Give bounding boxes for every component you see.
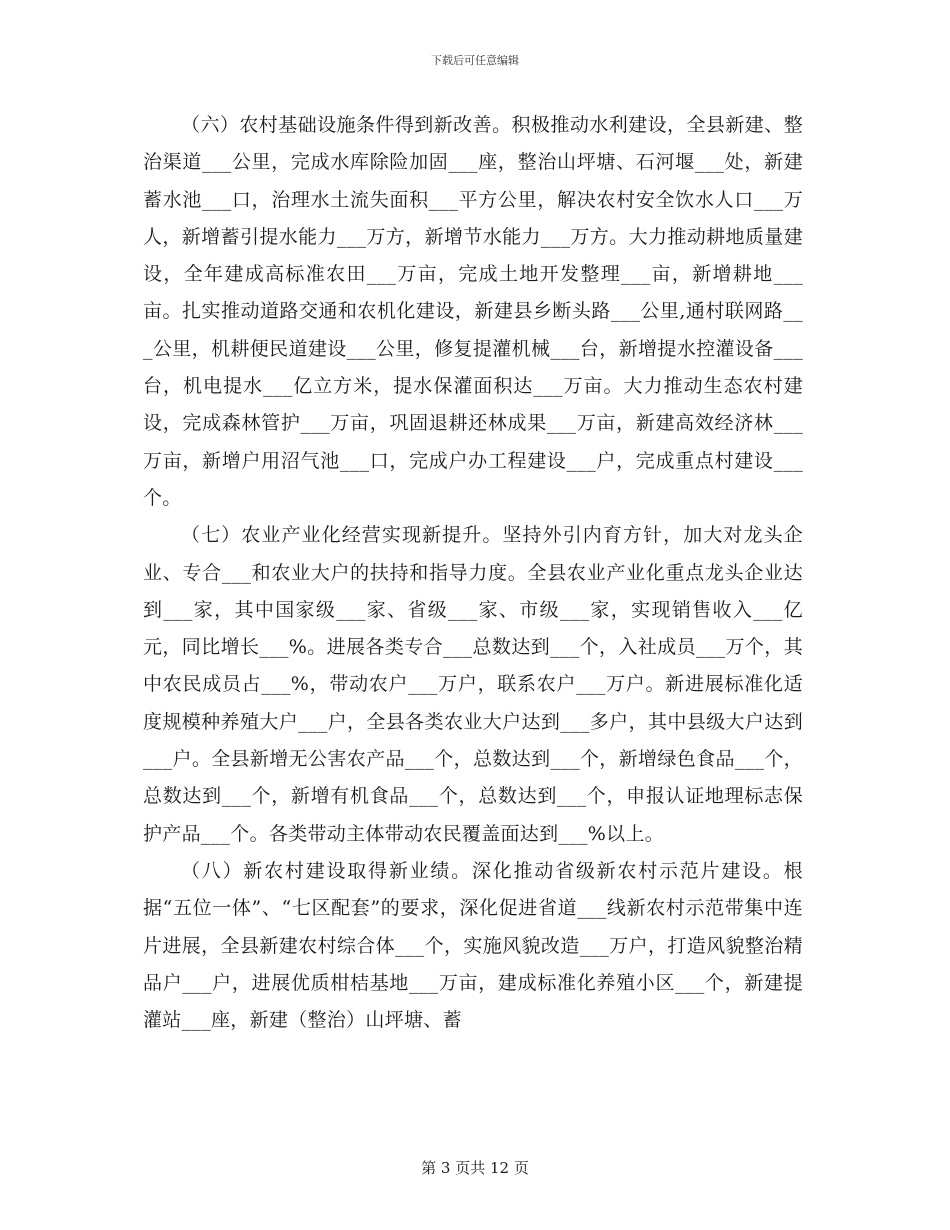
paragraph-seven: （七）农业产业化经营实现新提升。坚持外引内育方针，加大对龙头企业、专合___和农业大户的扶持和指导力度。全县农业产业化重点龙头企业达到___家，其中国家级___家、省级___家、市级___家，实现销售收入___亿元，同比增长___%。进展各类专合___总数达到___个，入社成员___万个，其中农民成员占___%，带动农户___万户，联系农户___万户。新进展标准化适度规模种养殖大户___户，全县各类农业大户达到___多户，其中县级大户达到___户。全县新增无公害农产品___个，总数达到___个，新增绿色食品___个，总数达到___个，新增有机食品___个，总数达到___个，申报认证地理标志保护产品___个。各类带动主体带动农民覆盖面达到___%以上。 bbox=[143, 524, 803, 845]
page-number-footer: 第 3 页共 12 页 bbox=[421, 1159, 529, 1177]
paragraph-six: （六）农村基础设施条件得到新改善。积极推动水利建设，全县新建、整治渠道___公里，完成水库除险加固___座，整治山坪塘、石河堰___处，新建蓄水池___口，治理水土流失面积___平方公里，解决农村安全饮水人口___万人，新增蓄引提水能力___万方，新增节水能力___万方。大力推动耕地质量建设，全年建成高标准农田___万亩，完成土地开发整理___亩，新增耕地___亩。扎实推动道路交通和农机化建设，新建县乡断头路___公里,通村联网路___公里，机耕便民道建设___公里，修复提灌机械___台，新增提水控灌设备___台，机电提水___亿立方米，提水保灌面积达___万亩。大力推动生态农村建设，完成森林管护___万亩，巩固退耕还林成果___万亩，新建高效经济林___万亩，新增户用沼气池___口，完成户办工程建设___户，完成重点村建设___个。 bbox=[143, 114, 803, 509]
document-body bbox=[143, 107, 803, 1039]
paragraph-eight: （八）新农村建设取得新业绩。深化推动省级新农村示范片建设。根据“五位一体”、“七区配套”的要求，深化促进省道___线新农村示范带集中连片进展，全县新建农村综合体___个，实施风貌改造___万户，打造风貌整治精品户___户，进展优质柑桔基地___万亩，建成标准化养殖小区___个，新建提灌站___座，新建（整治）山坪塘、蓄 bbox=[143, 859, 803, 1032]
page-header-note: 下载后可任意编辑 bbox=[431, 54, 519, 67]
